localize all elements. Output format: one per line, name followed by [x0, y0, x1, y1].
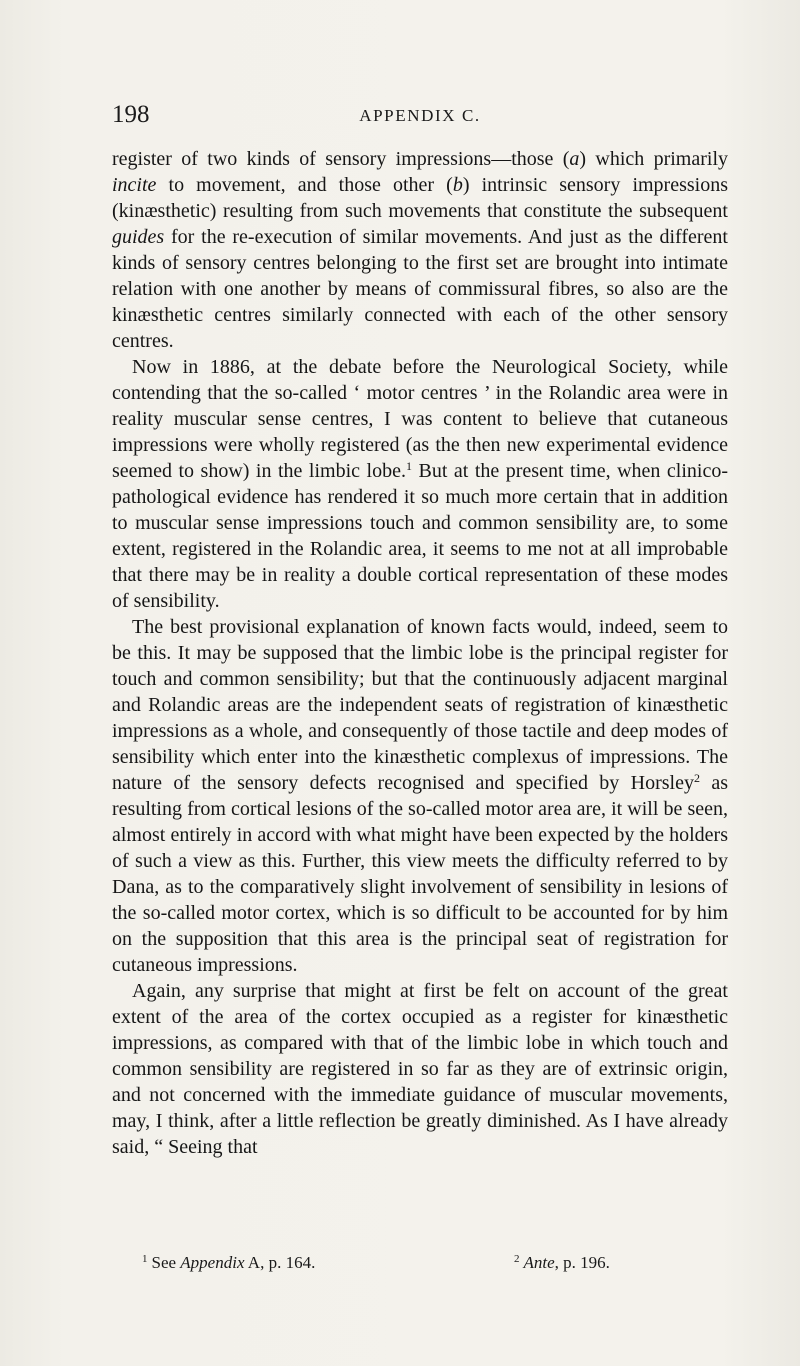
paragraph-2 — [112, 354, 728, 614]
footnote-mark: 2 — [514, 1253, 520, 1265]
page-number: 198 — [112, 101, 150, 128]
footnote-mark: 1 — [142, 1253, 148, 1265]
footnote-2 — [514, 1252, 610, 1274]
text-span: register of two kinds of sensory impressions—those ( — [112, 148, 570, 170]
text-span: But at the present time, when clinico-pathological evidence has rendered it so much more certain that in addition to muscular sense impressions touch and common sensibility are, to some extent, registered in the Rolandic area, it seems to me not at all improbable that there may be in reality a double cortical representation of these modes of sensibility. — [112, 460, 728, 612]
text-span: for the re-execution of similar movements. And just as the different kinds of sensory centres belonging to the first set are brought into intimate relation with one another by means of commissural fibres, so also are the kinæsthetic centres similarly connected with each of the other sensory centres. — [112, 226, 728, 352]
footnote-ref: 2 — [693, 771, 700, 785]
text-span: A, p. 164. — [244, 1253, 316, 1272]
text-span: as resulting from cortical lesions of the so-called motor area are, it will be seen, almost entirely in accord with what might have been expected by the holders of such a view as this. Further, this view meets the difficulty referred to by Dana, as to the comparatively slight involvement of sensibility in lesions of the so-called motor cortex, which is so difficult to be accounted for by him on the supposition that this area is the principal seat of registration for cutaneous impressions. — [112, 772, 728, 976]
text-span: The best provisional explanation of known facts would, indeed, seem to be this. It may be supposed that the limbic lobe is the principal register for touch and common sensibility; but that the continuously adjacent marginal and Rolandic areas are the independent seats of registration of kinæsthetic impressions as a whole, and consequently of those tactile and deep modes of sensibility which enter into the kinæsthetic complexus of impressions. The nature of the sensory defects recognised and specified by Horsley — [112, 616, 728, 794]
text-span: ) which primarily — [579, 148, 729, 170]
paragraph-4 — [112, 978, 728, 1160]
italic-span: Ante — [523, 1253, 555, 1272]
italic-span: b — [452, 174, 463, 196]
italic-span: incite — [112, 174, 157, 196]
text-span: Now in 1886, at the debate before the Neurological Society, while contending that the so-called ‘ motor centres ’ in the Rolandic area were in reality muscular sense centres, I was content to believe that cutaneous impressions were wholly registered (as the then new experimental evidence seemed to show) in the limbic lobe. — [112, 356, 728, 482]
text-span: See — [151, 1253, 181, 1272]
paragraph-1 — [112, 146, 728, 354]
italic-span: a — [569, 148, 580, 170]
italic-span: Appendix — [180, 1253, 245, 1272]
text-span: to movement, and those other ( — [156, 174, 453, 196]
running-head: APPENDIX C. — [359, 106, 481, 125]
body-text — [112, 146, 728, 1160]
text-span: ) intrinsic sensory impressions (kinæsthetic) resulting from such movements that constitute the subsequent — [112, 174, 728, 222]
text-span: , p. 196. — [554, 1253, 610, 1272]
footnote-ref: 1 — [405, 459, 412, 473]
italic-span: guides — [112, 226, 165, 248]
paragraph-3 — [112, 614, 728, 978]
footnote-1 — [142, 1252, 315, 1274]
page-header — [112, 100, 728, 130]
text-span: Again, any surprise that might at first be felt on account of the great extent of the area of the cortex occupied as a register for kinæsthetic impressions, as compared with that of the limbic lobe in which touch and common sensibility are registered in so far as they are of extrinsic origin, and not concerned with the immediate guidance of muscular movements, may, I think, after a little reflection be greatly diminished. As I have already said, “ Seeing that — [112, 980, 728, 1158]
